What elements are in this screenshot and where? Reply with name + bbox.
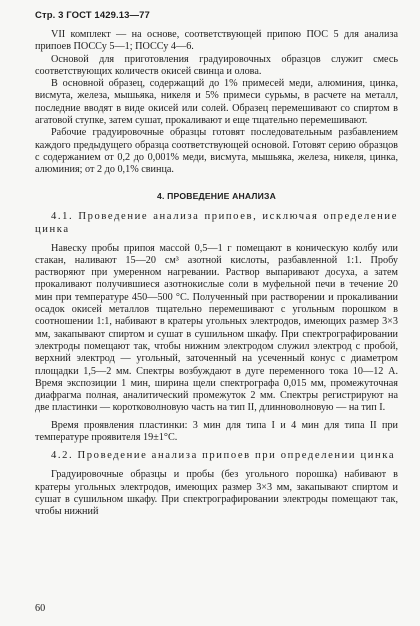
intro-paragraph-1: VII комплект — на основе, соответствующей припою ПОС 5 для анализа припоев ПОССу 5—1; ПОССу 4—6.: [35, 29, 398, 53]
subsection-4-1-paragraph-1: Навеску пробы припоя массой 0,5—1 г помещают в коническую колбу или стакан, наливают 15—20 см³ азотной кислоты, разбавленной 1:1. Пробу растворяют при умеренном нагревании. Раствор выпаривают досуха, а затем прокаливают получившиеся азотнокислые соли в муфельной печи в течение 20 мин при температуре 450—500 °С. Полученный при растворении и прокаливании осадок окисей металлов тщательно перемешивают с угольным порошком в соотношении 1:1, набивают в кратеры угольных электродов, имеющих размер 3×3 мм, закапывают спиртом и сушат в сушильном шкафу. При спектрографировании электроды помещают так, чтобы нижним электродом служил электрод с пробой, верхний электрод — угольный, заточенный на усеченный конус с диаметром площадки 1,5—2 мм. Спектры возбуждают в дуге переменного тока 10—12 А. Время экспозиции 1 мин, ширина щели спектрографа 0,015 мм, промежуточная диафрагма полная, аналитический промежуток 2 мм. Спектры регистрируют на две пластинки — коротковолновую часть на тип II, длинноволновую — на тип I.: [35, 242, 398, 414]
subsection-heading-4-1: 4.1. Проведение анализа припоев, исключая определение цинка: [35, 210, 398, 235]
intro-paragraph-2: Основой для приготовления градуировочных образцов служит смесь соответствующих количеств окисей свинца и олова.: [35, 53, 398, 77]
subsection-heading-4-2: 4.2. Проведение анализа припоев при определении цинка: [51, 450, 396, 462]
intro-paragraph-4: Рабочие градуировочные образцы готовят последовательным разбавлением каждого предыдущего образца соответствующей основой. Готовят серию образцов с содержанием от 0,2 до 0,001% меди, висмута, мышьяка, железа, никеля, цинка, алюминия; от 2 до 0,1% свинца.: [35, 127, 398, 176]
page-header: Стр. 3 ГОСТ 1429.13—77: [35, 10, 150, 21]
subsection-4-2-paragraph-1: Градуировочные образцы и пробы (без угольного порошка) набивают в кратеры угольных электродов, имеющих размер 3×3 мм, закапывают спиртом и сушат в сушильном шкафу. При спектрографировании электроды помещают так, чтобы нижний: [35, 469, 398, 518]
subsection-4-1-paragraph-2: Время проявления пластинки: 3 мин для типа I и 4 мин для типа II при температуре проявителя 19±1°С.: [35, 419, 398, 444]
section-title: 4. ПРОВЕДЕНИЕ АНАЛИЗА: [156, 190, 277, 201]
intro-paragraph-3: В основной образец, содержащий до 1% примесей меди, алюминия, цинка, висмута, железа, мышьяка, никеля и 5% примеси сурьмы, в расчете на металл, последние вводят в виде окисей или солей. Образец перемешивают со спиртом в агатовой ступке, затем сушат, прокаливают и еще тщательно перемешивают.: [35, 78, 398, 127]
page-number: 60: [35, 603, 46, 614]
